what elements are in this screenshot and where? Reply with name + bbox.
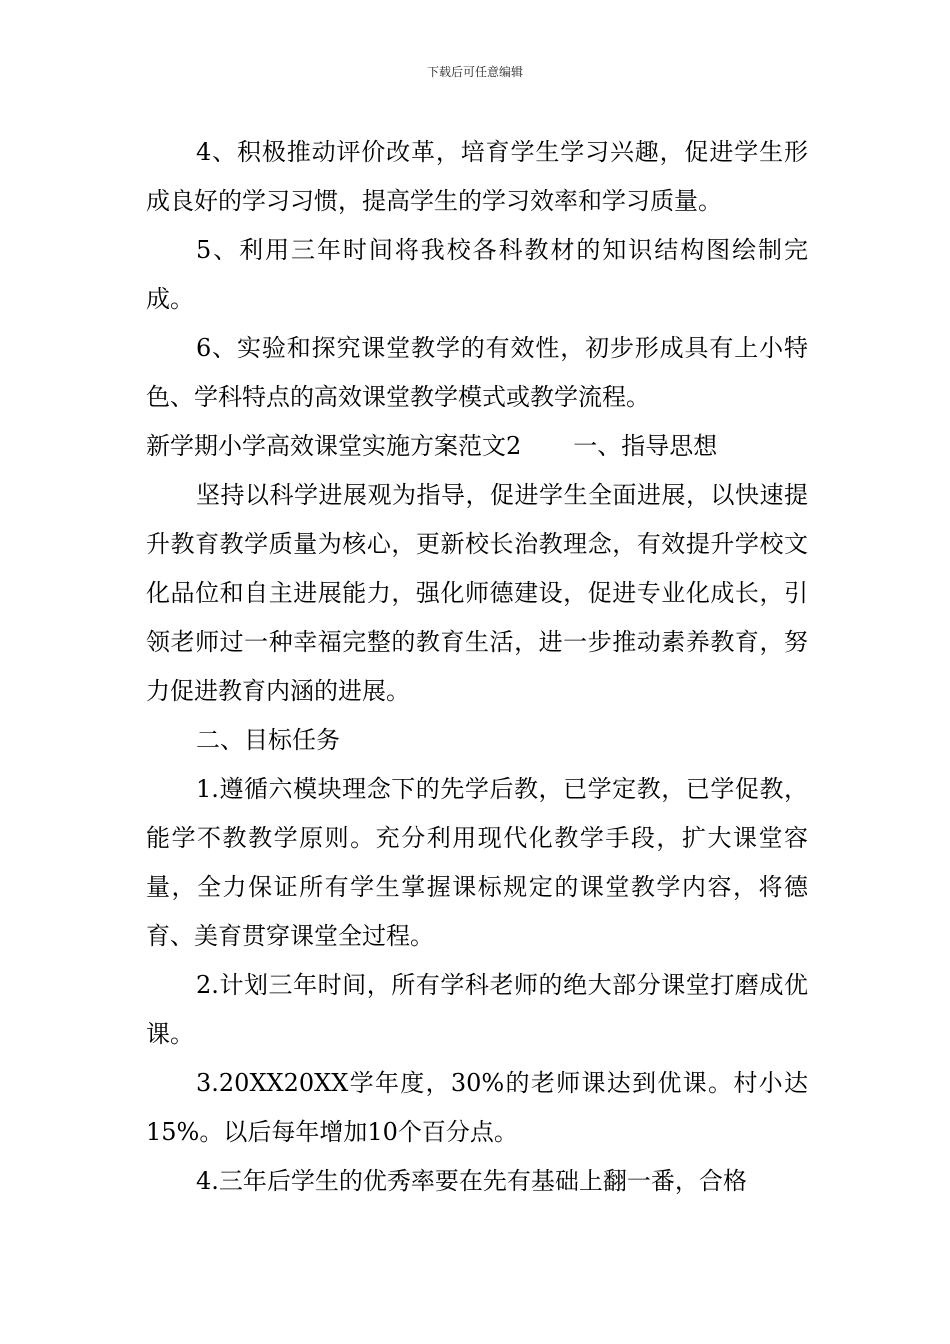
document-title: 新学期小学高效课堂实施方案范文2: [146, 432, 522, 460]
paragraph-target-1: 1.遵循六模块理念下的先学后教，已学定教，已学促教，能学不教教学原则。充分利用现代化教学手段，扩大课堂容量，全力保证所有学生掌握课标规定的课堂教学内容，将德育、美育贯穿课堂全过程。: [146, 775, 808, 950]
paragraph-goal-5: 5、利用三年时间将我校各科教材的知识结构图绘制完成。: [146, 236, 808, 313]
section-heading-targets: 二、目标任务: [196, 726, 340, 754]
paragraph-goal-4: 4、积极推动评价改革，培育学生学习兴趣，促进学生形成良好的学习习惯，提高学生的学习效率和学习质量。: [146, 138, 808, 215]
document-body: [146, 128, 808, 1206]
paragraph-target-3: 3.20XX20XX学年度，30%的老师课达到优课。村小达15%。以后每年增加10个百分点。: [146, 1069, 808, 1146]
page-header: 下载后可任意编辑: [426, 65, 523, 79]
paragraph-target-2: 2.计划三年时间，所有学科老师的绝大部分课堂打磨成优课。: [146, 971, 808, 1048]
paragraph-target-4: 4.三年后学生的优秀率要在先有基础上翻一番，合格: [196, 1167, 747, 1195]
document-title-line: [146, 422, 808, 471]
paragraph-goal-6: 6、实验和探究课堂教学的有效性，初步形成具有上小特色、学科特点的高效课堂教学模式或教学流程。: [146, 334, 808, 411]
section-heading-guiding-ideology: 一、指导思想: [573, 432, 718, 460]
paragraph-guiding-ideology: 坚持以科学进展观为指导，促进学生全面进展，以快速提升教育教学质量为核心，更新校长治教理念，有效提升学校文化品位和自主进展能力，强化师德建设，促进专业化成长，引领老师过一种幸福完整的教育生活，进一步推动素养教育，努力促进教育内涵的进展。: [146, 481, 808, 705]
